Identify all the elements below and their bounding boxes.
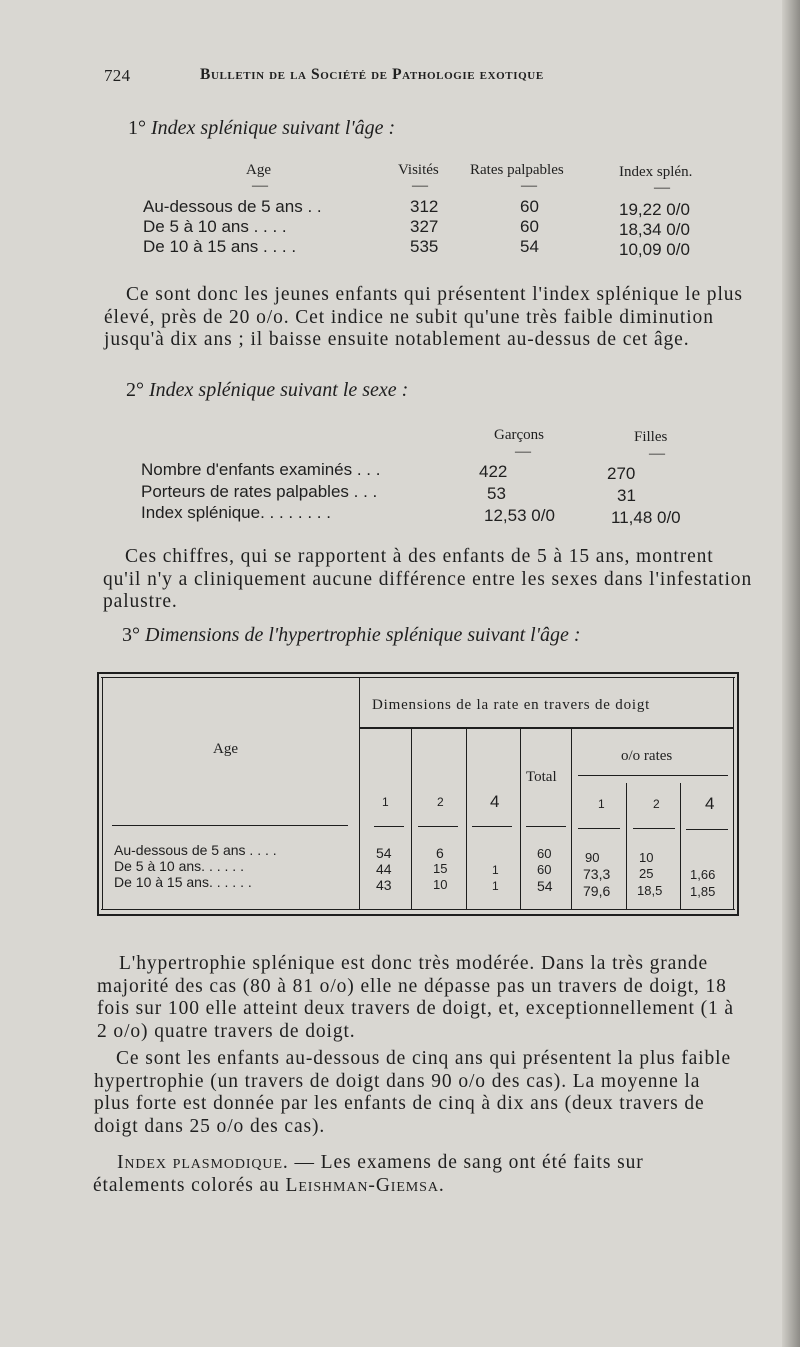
cell-c1: 44 bbox=[376, 861, 392, 877]
running-title: Bulletin de la Société de Pathologie exotique bbox=[200, 66, 544, 83]
cell-c4: 1 bbox=[492, 879, 499, 893]
index-plasmodique-label: Index plasmodique. bbox=[117, 1152, 289, 1173]
cell-total: 60 bbox=[537, 846, 552, 861]
leishman-giemsa-name: Leishman-Giemsa. bbox=[285, 1174, 445, 1196]
cell-filles: 31 bbox=[617, 486, 636, 505]
column-separator bbox=[520, 729, 521, 909]
row-label: De 5 à 10 ans. . . . . . bbox=[114, 858, 244, 874]
age-column-separator bbox=[359, 677, 360, 909]
section3-title: Dimensions de l'hypertrophie splénique suivant l'âge : bbox=[145, 624, 581, 646]
col-header-1: 1 bbox=[382, 795, 389, 809]
row-label: Au-dessous de 5 ans . . . . bbox=[114, 842, 277, 858]
column-separator bbox=[571, 729, 572, 909]
cell-total: 54 bbox=[537, 878, 553, 894]
pct-col-header-2: 2 bbox=[653, 797, 660, 811]
section1-heading bbox=[128, 117, 395, 140]
dash: — bbox=[252, 177, 268, 194]
cell-garcons: 53 bbox=[487, 484, 506, 503]
cell-p1: 90 bbox=[585, 850, 600, 865]
cell-rates: 54 bbox=[520, 237, 539, 256]
row-label: Au-dessous de 5 ans . . bbox=[143, 197, 322, 216]
column-separator bbox=[411, 729, 412, 909]
cell-c1: 43 bbox=[376, 877, 392, 893]
header-rule bbox=[112, 825, 348, 826]
cell-c2: 6 bbox=[436, 845, 444, 861]
page-edge-shadow bbox=[782, 0, 800, 1347]
dash: — bbox=[412, 177, 428, 194]
conclusion-paragraph-3 bbox=[93, 1152, 739, 1197]
col-header-visites: Visités bbox=[398, 162, 439, 178]
section2-title: Index splénique suivant le sexe : bbox=[149, 379, 409, 401]
header-rule bbox=[472, 826, 512, 827]
column-separator bbox=[626, 783, 627, 909]
cell-index: 18,34 0/0 bbox=[619, 220, 690, 239]
header-rule bbox=[526, 826, 566, 827]
cell-p1: 73,3 bbox=[583, 866, 611, 882]
section2-heading bbox=[126, 379, 408, 402]
dash: — bbox=[649, 445, 665, 462]
dash: — bbox=[521, 177, 537, 194]
cell-c1: 54 bbox=[376, 845, 392, 861]
em-dash: — bbox=[294, 1152, 315, 1173]
header-rule bbox=[418, 826, 458, 827]
table-border-right-inner bbox=[733, 677, 734, 910]
cell-p2: 18,5 bbox=[637, 883, 663, 898]
table-border-top-inner bbox=[101, 677, 735, 678]
cell-filles: 11,48 0/0 bbox=[611, 508, 681, 527]
section2-paragraph: Ces chiffres, qui se rapportent à des enfants de 5 à 15 ans, montrent qu'il n'y a cliniquement aucune différence entre les sexes dans l'infestation palustre. bbox=[103, 546, 753, 612]
cell-visites: 312 bbox=[410, 197, 439, 216]
cell-rates: 60 bbox=[520, 197, 539, 216]
cell-rates: 60 bbox=[520, 217, 539, 236]
group-header: Dimensions de la rate en travers de doigt bbox=[372, 697, 651, 713]
col-header-2: 2 bbox=[437, 795, 444, 809]
col-header-garcons: Garçons bbox=[494, 427, 544, 443]
paragraph3-text: Les examens de sang ont été faits sur étalements colorés au bbox=[93, 1152, 644, 1196]
pct-col-header-4: 4 bbox=[705, 794, 715, 813]
pct-header: o/o rates bbox=[621, 748, 673, 764]
cell-index: 10,09 0/0 bbox=[619, 240, 690, 259]
row-label: De 5 à 10 ans . . . . bbox=[143, 217, 287, 236]
cell-visites: 535 bbox=[410, 237, 439, 256]
row-label: Porteurs de rates palpables . . . bbox=[141, 482, 378, 501]
dash: — bbox=[515, 443, 531, 460]
group-header-rule bbox=[360, 727, 734, 729]
col-header-index: Index splén. bbox=[619, 164, 693, 180]
cell-p4: 1,66 bbox=[690, 867, 716, 882]
cell-p2: 10 bbox=[639, 850, 654, 865]
col-header-filles: Filles bbox=[634, 429, 668, 445]
table-border-left-inner bbox=[102, 677, 103, 910]
row-label: Index splénique. . . . . . . . bbox=[141, 503, 331, 522]
column-separator bbox=[680, 783, 681, 909]
table-border-right bbox=[737, 672, 739, 916]
age-header: Age bbox=[213, 741, 238, 757]
conclusion-paragraph-2: Ce sont les enfants au-dessous de cinq ans qui présentent la plus faible hypertrophie (un travers de doigt dans 90 o/o des cas). La moyenne la plus forte est donnée par les enfants de cinq à dix ans (deux travers de doigt dans 25 o/o des cas). bbox=[94, 1048, 731, 1137]
header-rule bbox=[374, 826, 404, 827]
conclusion-paragraph-1: L'hypertrophie splénique est donc très modérée. Dans la très grande majorité des cas (80 à 81 o/o) elle ne dépasse pas un travers de doigt, 18 fois sur 100 elle atteint deux travers de doigt, et, exceptionnellement (1 à 2 o/o) quatre travers de doigt. bbox=[97, 953, 734, 1042]
total-header: Total bbox=[526, 769, 557, 785]
section1-title: Index splénique suivant l'âge : bbox=[151, 117, 396, 139]
table-border-bottom-inner bbox=[101, 909, 735, 910]
pct-header-rule bbox=[578, 775, 728, 776]
table-border-left bbox=[97, 672, 99, 916]
section1-paragraph: Ce sont donc les jeunes enfants qui présentent l'index splénique le plus élevé, près de 20 o/o. Cet indice ne subit qu'une très faible diminution jusqu'à dix ans ; il baisse ensuite notablement au-dessus de cet âge. bbox=[104, 284, 743, 350]
table-border-top bbox=[97, 672, 739, 674]
section3-number: 3° bbox=[122, 624, 140, 646]
cell-p2: 25 bbox=[639, 866, 654, 881]
dash: — bbox=[654, 179, 670, 196]
row-label: De 10 à 15 ans. . . . . . bbox=[114, 874, 252, 890]
cell-index: 19,22 0/0 bbox=[619, 200, 690, 219]
page-number: 724 bbox=[104, 66, 131, 85]
cell-c2: 15 bbox=[433, 861, 448, 876]
col-header-age: Age bbox=[246, 162, 271, 178]
col-header-4: 4 bbox=[490, 792, 500, 811]
column-separator bbox=[466, 729, 467, 909]
cell-p1: 79,6 bbox=[583, 883, 611, 899]
header-rule bbox=[578, 828, 620, 829]
cell-garcons: 12,53 0/0 bbox=[484, 506, 555, 525]
row-label: De 10 à 15 ans . . . . bbox=[143, 237, 297, 256]
cell-visites: 327 bbox=[410, 217, 439, 236]
section1-number: 1° bbox=[128, 117, 146, 139]
cell-c4: 1 bbox=[492, 863, 499, 877]
cell-garcons: 422 bbox=[479, 462, 508, 481]
pct-col-header-1: 1 bbox=[598, 797, 605, 811]
header-rule bbox=[633, 828, 675, 829]
table-border-bottom bbox=[97, 914, 739, 916]
section3-heading bbox=[122, 624, 581, 647]
section2-number: 2° bbox=[126, 379, 144, 401]
cell-filles: 270 bbox=[607, 464, 636, 483]
cell-total: 60 bbox=[537, 862, 552, 877]
cell-p4: 1,85 bbox=[690, 884, 716, 899]
cell-c2: 10 bbox=[433, 877, 448, 892]
header-rule bbox=[686, 829, 728, 830]
col-header-rates: Rates palpables bbox=[470, 162, 564, 178]
row-label: Nombre d'enfants examinés . . . bbox=[141, 460, 381, 479]
